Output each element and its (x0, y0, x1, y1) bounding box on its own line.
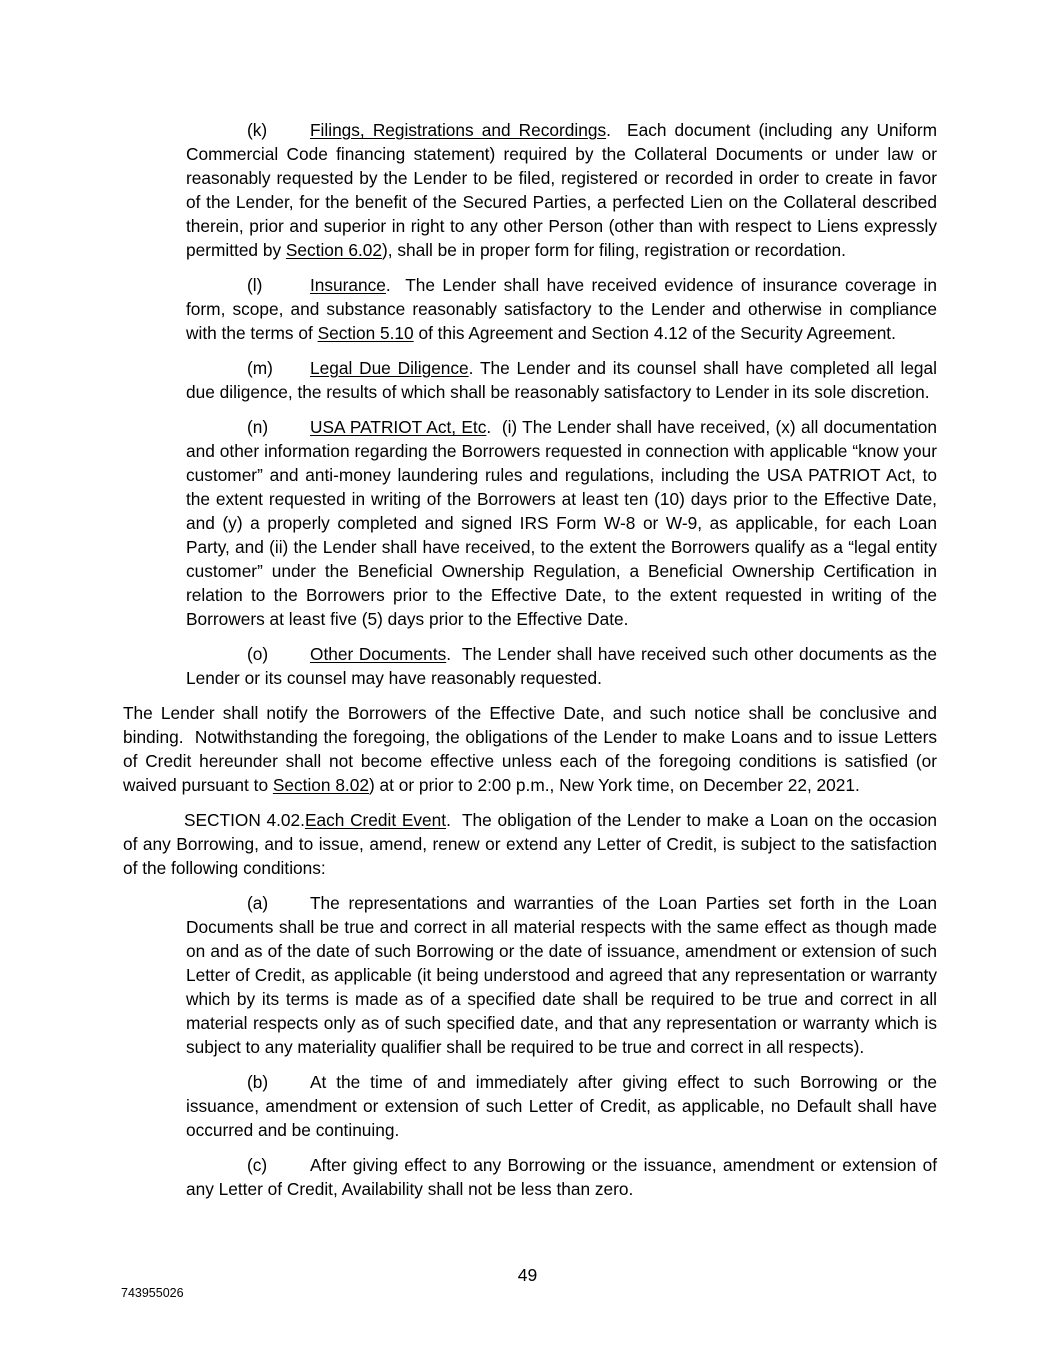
paragraph-label: (m) (247, 358, 273, 378)
section-heading: Each Credit Event (304, 810, 447, 830)
page-number: 49 (517, 1265, 538, 1285)
paragraph-b-no-default (186, 1070, 937, 1142)
paragraph-label: (k) (247, 120, 268, 140)
clause-heading: USA PATRIOT Act, Etc (310, 417, 487, 437)
paragraph-label: (a) (247, 893, 269, 913)
section-reference: Section 8.02 (272, 775, 369, 795)
clause-text: . (i) The Lender shall have received, (x) all documentation and other information regarding the Borrowers requested in connection with applicable “know your customer” and anti-money laundering rules and regulations, including the USA PATRIOT Act, to the extent requested in writing of the Borrowers at least ten (10) days prior to the Effective Date, and (y) a properly completed and signed IRS Form W-8 or W-9, as applicable, for each Loan Party, and (ii) the Lender shall have received, to the extent the Borrowers qualify as a “legal entity customer” under the Beneficial Ownership Regulation, a Beneficial Ownership Certification in relation to the Borrowers prior to the Effective Date, to the extent requested in writing of the Borrowers at least five (5) days prior to the Effective Date. (186, 417, 937, 629)
paragraph-m-legal-due-diligence (186, 356, 937, 404)
document-id: 743955026 (121, 1286, 184, 1300)
document-body (123, 118, 937, 1212)
clause-text: The representations and warranties of the Loan Parties set forth in the Loan Documents shall be true and correct in all material respects with the same effect as though made on and as of the date of such Borrowing or the date of issuance, amendment or extension of such Letter of Credit, as applicable (it being understood and agreed that any representation or warranty which by its terms is made as of a specified date shall be required to be true and correct in all material respects only as of such specified date, and that any representation or warranty which is subject to any materiality qualifier shall be required to be true and correct in all respects). (186, 893, 937, 1057)
clause-text: After giving effect to any Borrowing or the issuance, amendment or extension of any Letter of Credit, Availability shall not be less than zero. (186, 1155, 937, 1199)
paragraph-label: (l) (247, 275, 263, 295)
paragraph-label: (b) (247, 1072, 269, 1092)
paragraph-n-usa-patriot-act (186, 415, 937, 631)
paragraph-l-insurance (186, 273, 937, 345)
clause-text: . The obligation of the Lender to make a Loan on the occasion of any Borrowing, and to issue, amend, renew or extend any Letter of Credit, is subject to the satisfaction of the following conditions: (123, 810, 938, 878)
section-reference: Section 5.10 (317, 323, 414, 343)
section-reference: Section 6.02 (285, 240, 382, 260)
paragraph-lender-notice (123, 701, 937, 797)
section-number: SECTION 4.02. (184, 810, 305, 830)
paragraph-o-other-documents (186, 642, 937, 690)
clause-text: ), shall be in proper form for filing, registration or recordation. (381, 240, 846, 260)
clause-text: . The Lender and its counsel shall have completed all legal due diligence, the results of which shall be reasonably satisfactory to Lender in its sole discretion. (186, 358, 937, 402)
clause-heading: Other Documents (310, 644, 447, 664)
clause-heading: Filings, Registrations and Recordings (310, 120, 607, 140)
clause-text: ) at or prior to 2:00 p.m., New York time, on December 22, 2021. (368, 775, 860, 795)
clause-text: of this Agreement and Section 4.12 of the Security Agreement. (413, 323, 896, 343)
clause-text: At the time of and immediately after giving effect to such Borrowing or the issuance, amendment or extension of such Letter of Credit, as applicable, no Default shall have occurred and be continuing. (186, 1072, 937, 1140)
paragraph-label: (n) (247, 417, 269, 437)
clause-heading: Legal Due Diligence (310, 358, 469, 378)
paragraph-label: (o) (247, 644, 269, 664)
paragraph-section-4-02 (123, 808, 937, 880)
paragraph-a-representations (186, 891, 937, 1059)
paragraph-k-filings (186, 118, 937, 262)
clause-text: . Each document (including any Uniform Commercial Code financing statement) required by the Collateral Documents or under law or reasonably requested by the Lender to be filed, registered or recorded in order to create in favor of the Lender, for the benefit of the Secured Parties, a perfected Lien on the Collateral described therein, prior and superior in right to any other Person (other than with respect to Liens expressly permitted by (186, 120, 937, 260)
clause-text: The Lender shall notify the Borrowers of the Effective Date, and such notice shall be conclusive and binding. Notwithstanding the foregoing, the obligations of the Lender to make Loans and to issue Letters of Credit hereunder shall not become effective unless each of the foregoing conditions is satisfied (or waived pursuant to (123, 703, 937, 795)
clause-text: . The Lender shall have received evidence of insurance coverage in form, scope, and substance reasonably satisfactory to the Lender and otherwise in compliance with the terms of (186, 275, 937, 343)
paragraph-label: (c) (247, 1155, 268, 1175)
clause-heading: Insurance (310, 275, 386, 295)
clause-text: . The Lender shall have received such other documents as the Lender or its counsel may have reasonably requested. (186, 644, 937, 688)
paragraph-c-availability (186, 1153, 937, 1201)
